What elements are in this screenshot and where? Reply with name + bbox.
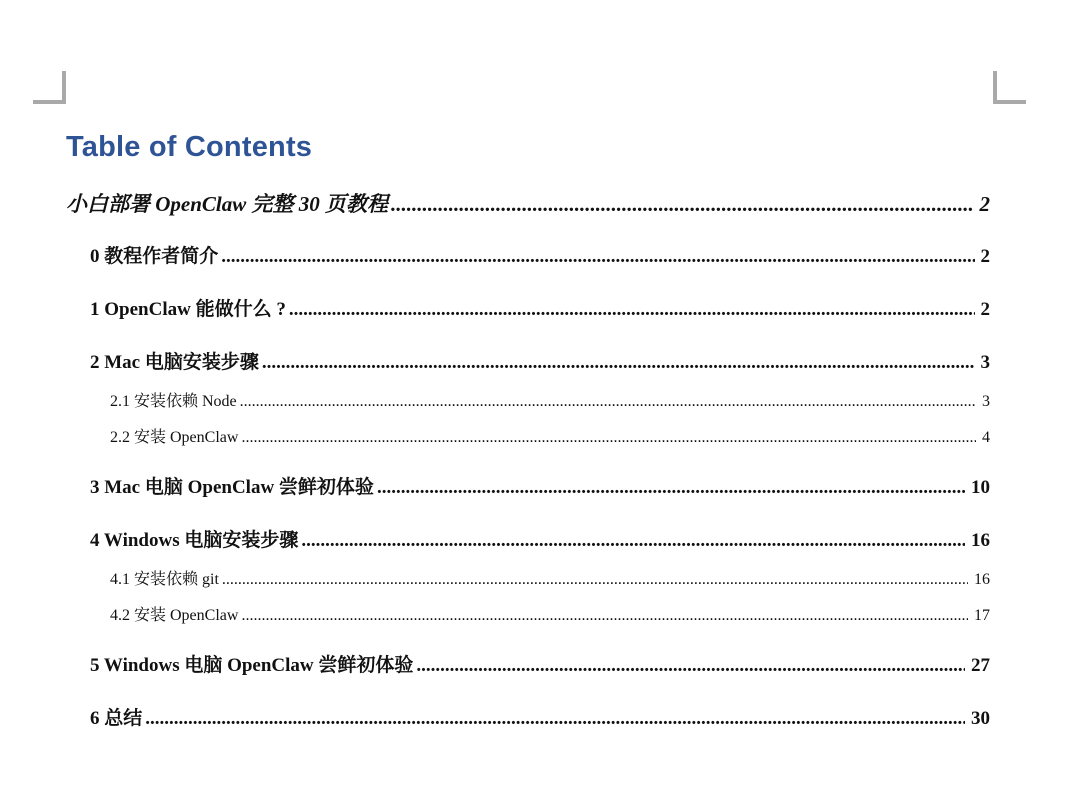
toc-entry[interactable] xyxy=(66,606,990,626)
document-page xyxy=(66,130,990,732)
dot-leader xyxy=(301,528,965,554)
toc-entry[interactable] xyxy=(66,706,990,732)
toc-entry-title: 2.2 安装 OpenClaw xyxy=(110,429,239,446)
toc-entry[interactable] xyxy=(66,570,990,590)
toc-entry[interactable] xyxy=(66,297,990,323)
crop-mark-top-left xyxy=(33,71,66,104)
toc-entry[interactable] xyxy=(66,191,990,217)
page-number: 2 xyxy=(980,246,990,267)
toc-entry-title: 3 Mac 电脑 OpenClaw 尝鲜初体验 xyxy=(90,477,374,498)
toc-entry-title: 1 OpenClaw 能做什么 ? xyxy=(90,299,286,320)
toc-entry-title: 0 教程作者简介 xyxy=(90,246,219,267)
page-number: 17 xyxy=(974,607,990,624)
dot-leader xyxy=(391,191,973,217)
toc-entry[interactable] xyxy=(66,528,990,554)
dot-leader xyxy=(416,653,965,679)
dot-leader xyxy=(289,297,975,323)
dot-leader xyxy=(377,475,965,501)
page-number: 3 xyxy=(980,352,990,373)
dot-leader xyxy=(145,706,965,732)
page-number: 10 xyxy=(971,477,990,498)
toc-entry-title: 小白部署 OpenClaw 完整 30 页教程 xyxy=(66,192,389,216)
dot-leader xyxy=(222,570,968,590)
toc-heading: Table of Contents xyxy=(66,131,313,163)
toc-entry[interactable] xyxy=(66,428,990,448)
toc-entry[interactable] xyxy=(66,350,990,376)
page-number: 2 xyxy=(980,299,990,320)
toc-entry[interactable] xyxy=(66,244,990,270)
page-number: 30 xyxy=(971,708,990,729)
page-number: 2 xyxy=(979,192,990,216)
page-number: 16 xyxy=(971,530,990,551)
dot-leader xyxy=(221,244,974,270)
page-number: 4 xyxy=(982,429,990,446)
toc-entry[interactable] xyxy=(66,475,990,501)
toc-entry-title: 6 总结 xyxy=(90,708,143,729)
page-number: 27 xyxy=(971,655,990,676)
toc-entry-title: 4 Windows 电脑安装步骤 xyxy=(90,530,299,551)
dot-leader xyxy=(262,350,975,376)
toc-entry-title: 2.1 安装依赖 Node xyxy=(110,393,237,410)
toc-entry-title: 5 Windows 电脑 OpenClaw 尝鲜初体验 xyxy=(90,655,414,676)
crop-mark-top-right xyxy=(993,71,1026,104)
toc-entry-title: 4.1 安装依赖 git xyxy=(110,571,219,588)
dot-leader xyxy=(241,428,976,448)
page-number: 3 xyxy=(982,393,990,410)
dot-leader xyxy=(241,606,968,626)
toc-entry[interactable] xyxy=(66,392,990,412)
dot-leader xyxy=(240,392,976,412)
toc-entry[interactable] xyxy=(66,653,990,679)
toc-entry-title: 4.2 安装 OpenClaw xyxy=(110,607,239,624)
page-number: 16 xyxy=(974,571,990,588)
toc-entry-title: 2 Mac 电脑安装步骤 xyxy=(90,352,259,373)
